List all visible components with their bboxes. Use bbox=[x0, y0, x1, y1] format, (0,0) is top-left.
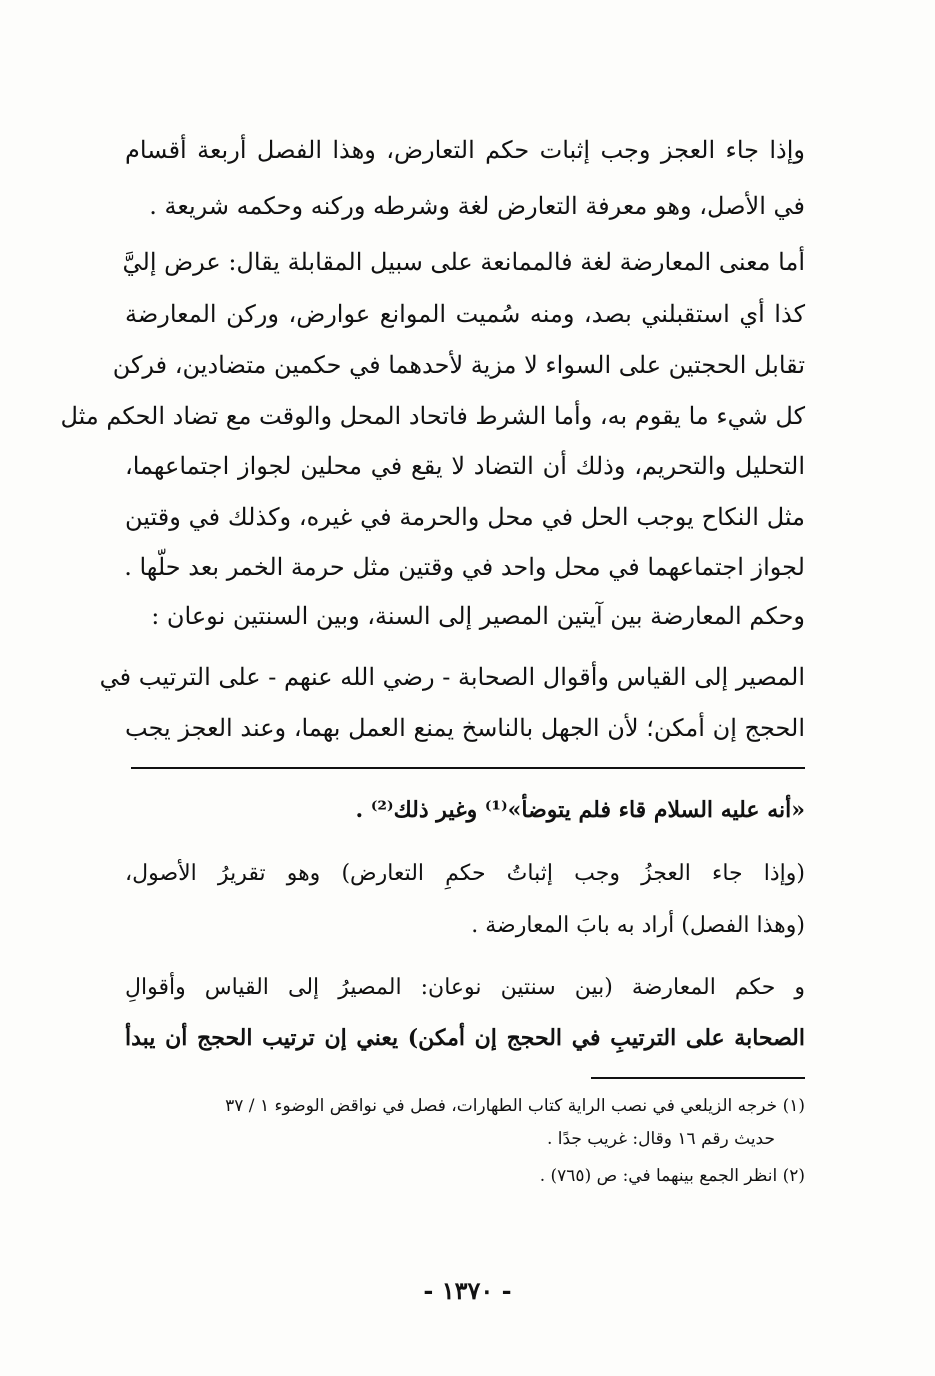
commentary-line: الصحابة على الترتيبِ في الحجج إن أمكن) يعني إن ترتيب الحجج أن يبدأ bbox=[125, 1025, 805, 1051]
commentary-line: (وهذا الفصل) أراد به بابَ المعارضة . bbox=[471, 913, 805, 938]
main-text-line: وإذا جاء العجز وجب إثبات حكم التعارض، وهذا الفصل أربعة أقسام bbox=[125, 136, 805, 164]
footnote-2: (٢) انظر الجمع بينهما في: ص (٧٦٥) . bbox=[539, 1166, 805, 1186]
commentary-line: (وإذا جاء العجزُ وجب إثباتُ حكمِ التعارض) وهو تقريرُ الأصول، bbox=[125, 861, 805, 886]
main-text-line: في الأصل، وهو معرفة التعارض لغة وشرطه وركنه وحكمه شريعة . bbox=[149, 192, 805, 220]
main-text-line: لجواز اجتماعهما في محل واحد في وقتين مثل حرمة الخمر بعد حلّها . bbox=[124, 553, 805, 581]
footnote-1-line-1: (١) خرجه الزيلعي في نصب الراية كتاب الطهارات، فصل في نواقض الوضوء ١ / ٣٧ bbox=[225, 1096, 805, 1116]
main-text-line: مثل النكاح يوجب الحل في محل والحرمة في غيره، وكذلك في وقتين bbox=[125, 503, 805, 531]
main-text-line: كذا أي استقبلني بصد، ومنه سُميت الموانع عوارض، وركن المعارضة bbox=[125, 300, 805, 328]
main-text-line: أما معنى المعارضة لغة فالممانعة على سبيل المقابلة يقال: عرض إليَّ bbox=[122, 248, 805, 276]
separator-rule bbox=[131, 767, 805, 769]
footnote-rule bbox=[591, 1077, 805, 1079]
main-text-line: التحليل والتحريم، وذلك أن التضاد لا يقع في محلين لجواز اجتماعهما، bbox=[125, 452, 805, 480]
commentary-line: و حكم المعارضة (بين سنتين نوعان: المصيرُ إلى القياس وأقوالِ bbox=[125, 975, 805, 1000]
main-text-line: المصير إلى القياس وأقوال الصحابة - رضي الله عنهم - على الترتيب في bbox=[99, 663, 805, 691]
main-text-line: تقابل الحجتين على السواء لا مزية لأحدهما في حكمين متضادين، فركن bbox=[112, 351, 805, 379]
main-text-line: الحجج إن أمكن؛ لأن الجهل بالناسخ يمنع العمل بهما، وعند العجز يجب bbox=[125, 714, 805, 742]
footnote-1-line-2: حديث رقم ١٦ وقال: غريب جدًا . bbox=[546, 1129, 775, 1149]
main-text-line: كل شيء ما يقوم به، وأما الشرط فاتحاد المحل والوقت مع تضاد الحكم مثل bbox=[60, 402, 805, 430]
page-number: - ١٣٧٠ - bbox=[423, 1276, 512, 1305]
main-text-line: وحكم المعارضة بين آيتين المصير إلى السنة، وبين السنتين نوعان : bbox=[151, 602, 805, 630]
commentary-line: «أنه عليه السلام قاء فلم يتوضأ»⁽¹⁾ وغير ذلك⁽²⁾ . bbox=[355, 797, 805, 823]
